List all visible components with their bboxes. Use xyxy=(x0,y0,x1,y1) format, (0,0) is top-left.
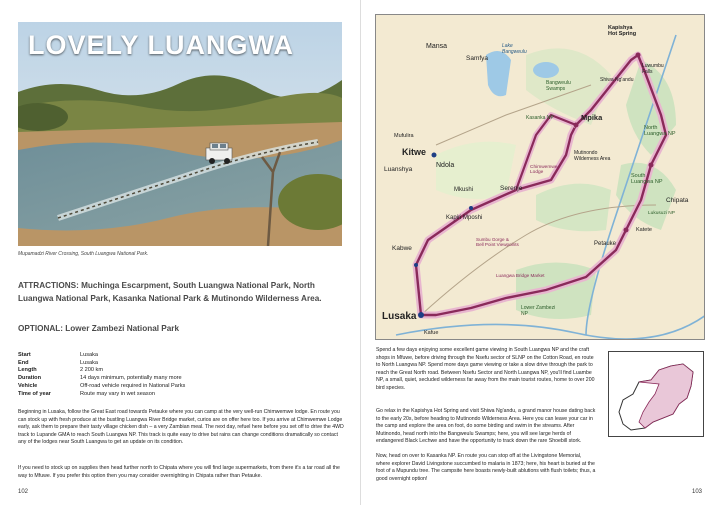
map-label-lake-bangweulu: Lake Bangweulu xyxy=(502,43,527,55)
photo-caption: Mupamadzi River Crossing, South Luangwa National Park. xyxy=(18,251,149,257)
body-paragraph: Now, head on over to Kasanka NP. En route you can stop off at the Livingstone Memorial, where explorer David Livingstone succumbed to malaria in 1873; here, his heart is buried at the foot of a Mupundu tree. The campsite here boasts newly-built ablutions with flush toilets; thus, a good overnight option! xyxy=(376,453,596,482)
page-number: 102 xyxy=(18,489,29,495)
body-paragraph: Beginning in Lusaka, follow the Great East road towards Petauke where you can camp at the very well-run Chimwemwe lodge. En route you can stock up with fresh produce at the bustling Luangwa River Bridge market, curios are on offer here too. If you arrive at Chimwemwe Lodge early, ask them to prepare their tasty village chicken dish – a very Zambian meal. The next day, refuel here before you set off to drive the 4WD track to Lupande GMA to reach South Luangwa NP. This track is quite easy to drive but rains can change conditions dramatically so contact any of the lodges near South Luangwa to get an update on its condition. xyxy=(18,409,344,446)
map-label-kafue: Kafue xyxy=(424,330,439,336)
right-page xyxy=(360,0,720,505)
optional-heading: OPTIONAL: Lower Zambezi National Park xyxy=(18,324,180,333)
map-label-lusaka: Lusaka xyxy=(382,311,417,322)
fact-row: Time of year Route may vary in wet season xyxy=(18,390,155,397)
map-label-kapishya: Kapishya Hot Spring xyxy=(608,25,637,37)
map-label-kabwe: Kabwe xyxy=(392,245,412,252)
map-label-shiwa: Shiwa Ng'andu xyxy=(600,77,634,83)
map-label-mkushi: Mkushi xyxy=(454,187,474,193)
body-paragraph: Spend a few days enjoying some excellent game viewing in South Luangwa NP and the craft shops in Mfuwe, before driving through the Nsefu sector of SLNP on the Cotton Road, en route to North Luangwa NP. Spend more days game viewing or take a slow drive through the park to reach the Great North road. Between Nsefu Sector and North Luangwa NP, you'll find Luambe NP, a small, quiet, secluded wilderness far away from the main tourist routes, home to over 200 bird species. xyxy=(376,347,595,391)
map-label-lower-zambezi: Lower Zambezi NP xyxy=(521,305,556,317)
fact-row: Duration 14 days minimum, potentially many more xyxy=(18,375,182,382)
map-label-bangweulu: Bangweulu Swamps xyxy=(546,80,571,92)
map-label-petauke: Petauke xyxy=(594,241,617,247)
map-label-chipata: Chipata xyxy=(666,197,689,204)
map-label-serenje: Serenje xyxy=(500,185,523,192)
fact-row: Length 2 200 km xyxy=(18,367,104,374)
map-label-katete: Katete xyxy=(636,227,652,233)
map-label-lukusuzi: Lukusuzi NP xyxy=(648,211,675,216)
map-label-kapiri: Kapiri Mposhi xyxy=(446,215,483,221)
body-paragraph: Go relax in the Kapishya Hot Spring and visit Shiwa Ng'andu, a grand manor house dating back to the early 20s, before heading to Mutinondo Wilderness Area. Here you can leave your car in the camp and explore the area on foot, do some birding and swim in the streams. After Mutinondo, head north into the Bangweulu Swamps; here, you will see large herds of endangered Black Lechwe and have the opportunity to track down the rare Shoebill stork. xyxy=(376,408,596,445)
route-facts xyxy=(18,352,280,398)
map-label-mutinondo: Mutinondo Wilderness Area xyxy=(574,150,611,162)
body-paragraph: If you need to stock up on supplies then head further north to Chipata where you will find large supermarkets, from there it's a tar road all the way to Mfuwe. If you prefer this option then you may consider overnighting in Chipata rather than Petauke. xyxy=(18,465,340,479)
map-label-mufulira: Mufulira xyxy=(394,133,414,139)
zambia-locator-map xyxy=(608,351,704,437)
map-label-mpika: Mpika xyxy=(581,113,603,122)
map-label-kasanka: Kasanka NP xyxy=(526,115,554,121)
map-label-kitwe: Kitwe xyxy=(402,147,427,157)
page-title: LOVELY LUANGWA xyxy=(28,30,295,60)
page-number: 103 xyxy=(691,489,702,495)
route-map xyxy=(375,14,705,340)
attractions-heading: ATTRACTIONS: Muchinga Escarpment, South Luangwa National Park, North Luangwa National Park, Kasanka National Park & Mutinondo Wilderness Area. xyxy=(18,281,322,303)
map-label-mansa: Mansa xyxy=(426,43,448,50)
map-label-ndola: Ndola xyxy=(436,162,455,169)
fact-row: End Lusaka xyxy=(18,359,99,366)
map-label-chimwemwe: Chimwemwe Lodge xyxy=(530,165,558,175)
map-label-luangwa-bridge: Luangwa Bridge Market xyxy=(496,273,545,278)
map-label-luanshya: Luanshya xyxy=(384,166,413,173)
fact-row: Start Lusaka xyxy=(18,352,99,358)
fact-row: Vehicle Off-road vehicle required in National Parks xyxy=(18,382,186,389)
map-label-north-luangwa: North Luangwa NP xyxy=(644,125,676,137)
map-label-sumbu: Sumbu Gorge & Bell Point Viewpoints xyxy=(476,237,519,247)
map-label-luwumbu: Luwumbu Falls xyxy=(642,63,664,75)
map-label-samfya: Samfya xyxy=(466,55,489,62)
map-label-south-luangwa: South Luangwa NP xyxy=(631,173,663,185)
